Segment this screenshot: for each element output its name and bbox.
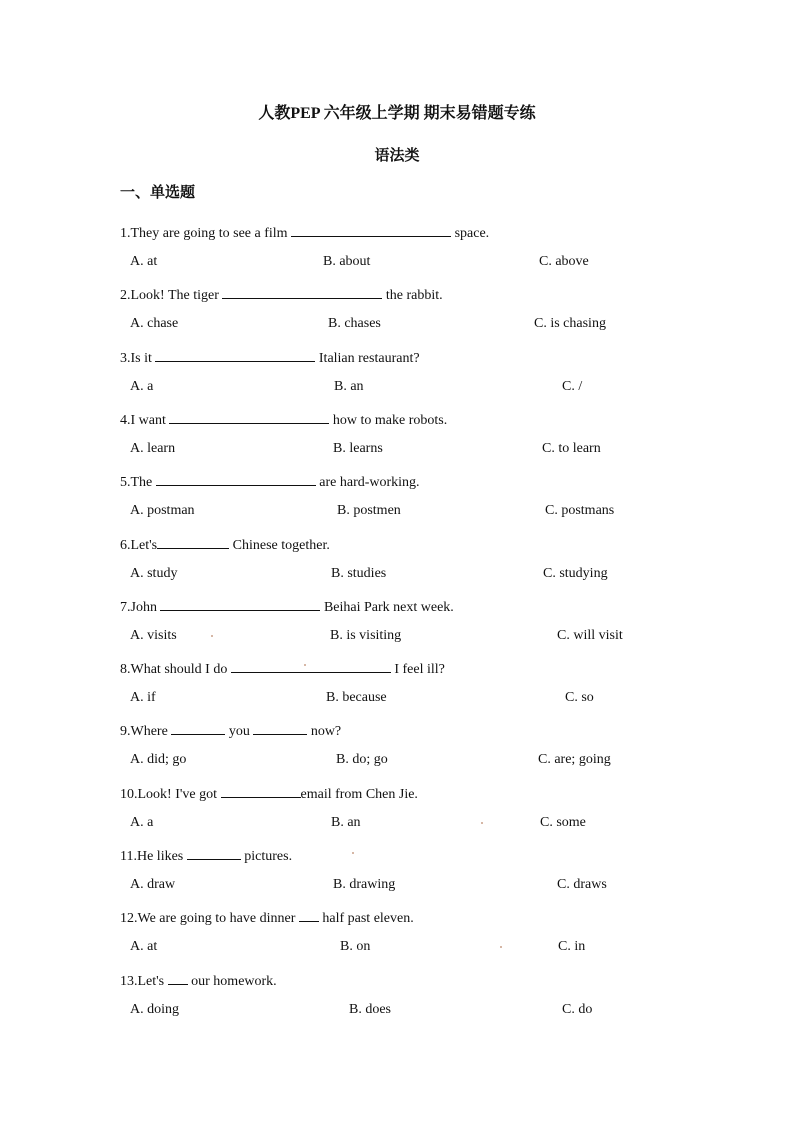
question-line	[120, 720, 341, 741]
question-line	[120, 471, 420, 492]
answer-option-c[interactable]: C. will visit	[557, 628, 623, 643]
answer-option-b[interactable]: B. does	[349, 1002, 391, 1017]
question-line	[120, 907, 414, 928]
speck	[352, 852, 354, 854]
answer-blank[interactable]	[299, 907, 319, 922]
answer-blank[interactable]	[222, 284, 382, 299]
answer-option-a[interactable]: A. study	[130, 566, 178, 581]
question-text: 13.Let's	[120, 974, 168, 989]
answer-option-b[interactable]: B. is visiting	[330, 628, 402, 643]
answer-option-a[interactable]: A. at	[130, 254, 158, 269]
answer-option-a[interactable]: A. visits	[130, 628, 177, 643]
answer-blank[interactable]	[187, 845, 241, 860]
answer-option-c[interactable]: C. do	[562, 1002, 593, 1017]
answer-option-b[interactable]: B. drawing	[333, 877, 396, 892]
speck	[500, 946, 502, 948]
question-line	[120, 970, 277, 991]
answer-option-c[interactable]: C. is chasing	[534, 316, 606, 331]
answer-option-a[interactable]: A. at	[130, 939, 158, 954]
answer-option-c[interactable]: C. draws	[557, 877, 607, 892]
answer-option-c[interactable]: C. above	[539, 254, 589, 269]
question-text: 2.Look! The tiger	[120, 288, 223, 303]
question-text: space.	[451, 226, 490, 241]
answer-blank[interactable]	[157, 534, 229, 549]
question-text: 5.The	[120, 475, 156, 490]
answer-option-a[interactable]: A. a	[130, 379, 154, 394]
question-text: how to make robots.	[329, 413, 448, 428]
answer-blank[interactable]	[156, 471, 316, 486]
question-text: email from Chen Jie.	[300, 787, 418, 802]
question-text: 12.We are going to have dinner	[120, 911, 299, 926]
answer-option-a[interactable]: A. learn	[130, 441, 176, 456]
speck	[481, 822, 483, 824]
answer-option-b[interactable]: B. about	[323, 254, 371, 269]
answer-option-b[interactable]: B. an	[331, 815, 361, 830]
answer-option-c[interactable]: C. in	[558, 939, 586, 954]
question-text: 6.Let's	[120, 538, 158, 553]
answer-blank[interactable]	[253, 720, 307, 735]
answer-option-b[interactable]: B. postmen	[337, 503, 401, 518]
answer-option-a[interactable]: A. draw	[130, 877, 176, 892]
question-line	[120, 534, 330, 555]
question-text: 4.I want	[120, 413, 170, 428]
question-text: 3.Is it	[120, 351, 156, 366]
question-text: 11.He likes	[120, 849, 187, 864]
question-text: Chinese together.	[229, 538, 330, 553]
answer-option-c[interactable]: C. to learn	[542, 441, 601, 456]
answer-option-a[interactable]: A. a	[130, 815, 154, 830]
question-text: you	[225, 724, 254, 739]
answer-blank[interactable]	[231, 658, 391, 673]
question-text: 1.They are going to see a film	[120, 226, 292, 241]
answer-option-b[interactable]: B. chases	[328, 316, 381, 331]
page-title: 人教PEP 六年级上学期 期末易错题专练	[258, 105, 536, 122]
answer-option-c[interactable]: C. are; going	[538, 752, 611, 767]
answer-option-b[interactable]: B. on	[340, 939, 371, 954]
answer-blank[interactable]	[168, 970, 188, 985]
question-text: are hard-working.	[315, 475, 420, 490]
question-text: pictures.	[240, 849, 293, 864]
answer-option-c[interactable]: C. some	[540, 815, 586, 830]
question-text: Italian restaurant?	[315, 351, 420, 366]
page-subtitle: 语法类	[374, 148, 420, 164]
answer-blank[interactable]	[171, 720, 225, 735]
answer-option-c[interactable]: C. so	[565, 690, 594, 705]
question-text: 7.John	[120, 600, 161, 615]
answer-blank[interactable]	[160, 596, 320, 611]
answer-option-a[interactable]: A. chase	[130, 316, 179, 331]
answer-option-c[interactable]: C. postmans	[545, 503, 615, 518]
answer-blank[interactable]	[169, 409, 329, 424]
question-line	[120, 222, 489, 243]
question-line	[120, 409, 447, 430]
answer-option-a[interactable]: A. doing	[130, 1002, 179, 1017]
speck	[211, 635, 213, 637]
question-text: now?	[307, 724, 342, 739]
question-line	[120, 596, 454, 617]
answer-option-a[interactable]: A. postman	[130, 503, 195, 518]
question-line	[120, 783, 418, 804]
question-text: I feel ill?	[390, 662, 445, 677]
question-line	[120, 347, 420, 368]
answer-blank[interactable]	[221, 783, 301, 798]
answer-option-a[interactable]: A. did; go	[130, 752, 187, 767]
question-text: 10.Look! I've got	[120, 787, 221, 802]
answer-blank[interactable]	[291, 222, 451, 237]
question-line	[120, 845, 292, 866]
answer-option-a[interactable]: A. if	[130, 690, 156, 705]
answer-option-b[interactable]: B. an	[334, 379, 364, 394]
question-text: our homework.	[187, 974, 277, 989]
answer-option-b[interactable]: B. learns	[333, 441, 383, 456]
answer-blank[interactable]	[155, 347, 315, 362]
answer-option-c[interactable]: C. studying	[543, 566, 608, 581]
question-text: Beihai Park next week.	[320, 600, 454, 615]
speck	[304, 664, 306, 666]
question-line	[120, 658, 445, 679]
answer-option-b[interactable]: B. do; go	[336, 752, 388, 767]
question-text: 9.Where	[120, 724, 172, 739]
question-text: half past eleven.	[318, 911, 414, 926]
answer-option-c[interactable]: C. /	[562, 379, 583, 394]
answer-option-b[interactable]: B. studies	[331, 566, 387, 581]
question-text: 8.What should I do	[120, 662, 231, 677]
answer-option-b[interactable]: B. because	[326, 690, 387, 705]
question-text: the rabbit.	[382, 288, 443, 303]
question-line	[120, 284, 443, 305]
section-heading: 一、单选题	[120, 185, 196, 201]
